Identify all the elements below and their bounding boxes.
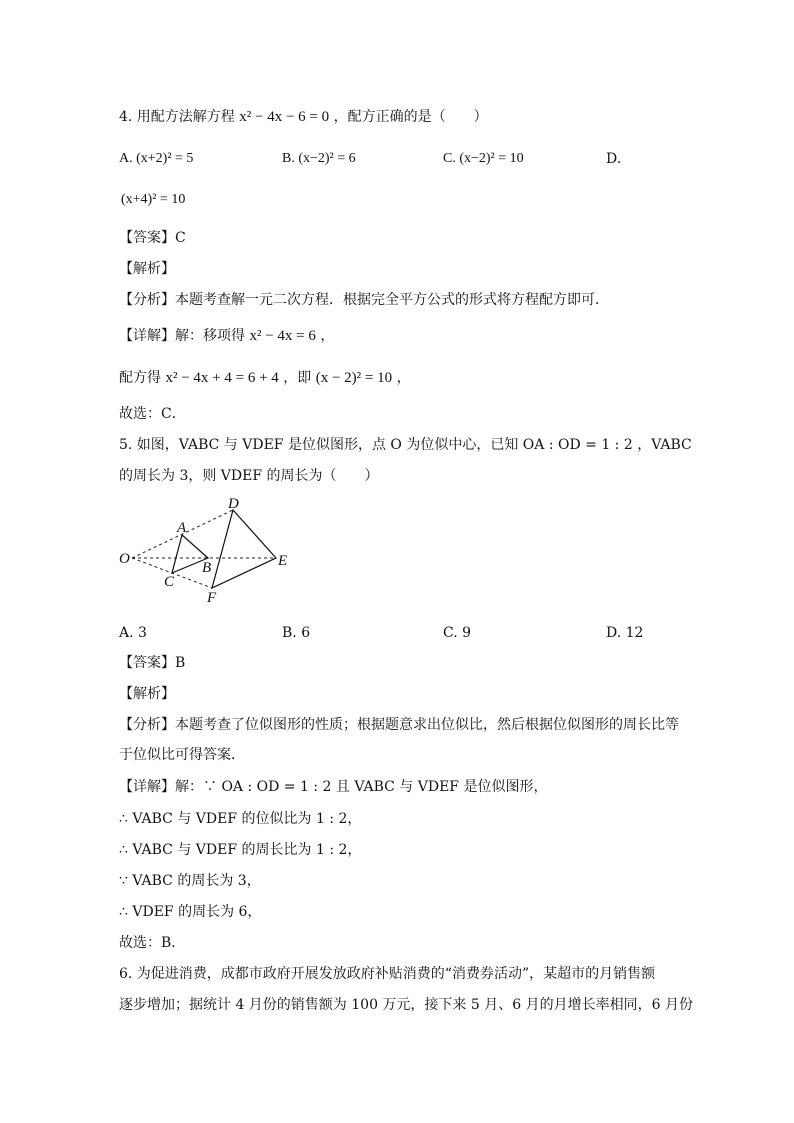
q4-detail-2-eq: x² − 4x + 4 = 6 + 4 <box>165 370 279 386</box>
q5-analysis-line-1: 【分析】本题考查了位似图形的性质；根据题意求出位似比，然后根据位似图形的周长比等 <box>119 717 679 733</box>
label-a: A <box>177 520 187 536</box>
q5-option-a: A. 3 <box>119 625 147 641</box>
q5-detail-4: ∵ VABC 的周长为 3， <box>119 873 261 889</box>
q4-detail-1-suffix: ， <box>320 328 335 344</box>
q4-analysis: 【分析】本题考查解一元二次方程．根据完全平方公式的形式将方程配方即可． <box>119 292 609 308</box>
q4-option-d-label: D. <box>606 151 622 167</box>
q4-stem-suffix: ，配方正确的是（ ） <box>333 109 488 125</box>
q4-stem <box>119 108 488 126</box>
q4-choice: 故选：C． <box>119 406 186 422</box>
q6-line-1: 6. 为促进消费，成都市政府开展发放政府补贴消费的“消费券活动”，某超市的月销售额 <box>119 966 656 982</box>
q4-option-b: B. (x−2)² = 6 <box>282 151 356 166</box>
q4-detail-1 <box>119 327 334 345</box>
q5-option-b: B. 6 <box>282 625 311 641</box>
q5-analysis-line-2: 于位似比可得答案． <box>119 747 245 763</box>
q4-detail-1-eq: x² − 4x = 6 <box>249 328 316 344</box>
q4-option-a: A. (x+2)² = 5 <box>119 151 194 166</box>
label-e: E <box>278 553 288 569</box>
q4-detail-2-mid: ，即 <box>283 370 312 386</box>
q4-answer: 【答案】C <box>119 230 186 246</box>
q6-line-2: 逐步增加；据统计 4 月份的销售额为 100 万元，接下来 5 月、6 月的月增长率相同，6 月份 <box>119 997 693 1013</box>
label-d: D <box>228 496 239 512</box>
triangle-def <box>212 510 276 588</box>
q5-detail-5: ∴ VDEF 的周长为 6， <box>119 904 262 920</box>
q5-answer: 【答案】B <box>119 655 186 671</box>
q4-detail-1-text: 【详解】解：移项得 <box>119 328 245 344</box>
q4-analysis-title: 【解析】 <box>119 261 175 277</box>
label-o: O <box>119 551 130 567</box>
q4-detail-2-text: 配方得 <box>119 370 161 386</box>
q5-option-c: C. 9 <box>443 625 472 641</box>
q4-detail-2-suffix: ， <box>396 370 411 386</box>
q4-option-d-expr: (x+4)² = 10 <box>121 192 186 207</box>
q4-option-c: C. (x−2)² = 10 <box>443 151 524 166</box>
label-b: B <box>202 560 212 576</box>
q5-detail-1: 【详解】解：∵ OA : OD = 1 : 2 且 VABC 与 VDEF 是位似图形， <box>119 779 548 795</box>
q4-detail-2-eq2: (x − 2)² = 10 <box>315 370 393 386</box>
q4-equation: x² − 4x − 6 = 0 <box>239 109 330 125</box>
q5-choice: 故选：B． <box>119 935 186 951</box>
q5-detail-3: ∴ VABC 与 VDEF 的周长比为 1 : 2， <box>119 842 362 858</box>
q5-figure <box>110 495 310 610</box>
q5-detail-2: ∴ VABC 与 VDEF 的位似比为 1 : 2， <box>119 811 362 827</box>
q5-option-d: D. 12 <box>606 625 644 641</box>
q5-stem-line-2: 的周长为 3，则 VDEF 的周长为（ ） <box>119 468 379 484</box>
q5-stem-line-1: 5. 如图，VABC 与 VDEF 是位似图形，点 O 为位似中心，已知 OA : OD = 1 : 2 ，VABC <box>119 437 692 453</box>
q4-detail-2 <box>119 369 411 387</box>
q5-analysis-title: 【解析】 <box>119 686 175 702</box>
label-f: F <box>207 590 217 606</box>
q4-stem-text: 4. 用配方法解方程 <box>119 109 235 125</box>
label-c: C <box>164 574 175 590</box>
